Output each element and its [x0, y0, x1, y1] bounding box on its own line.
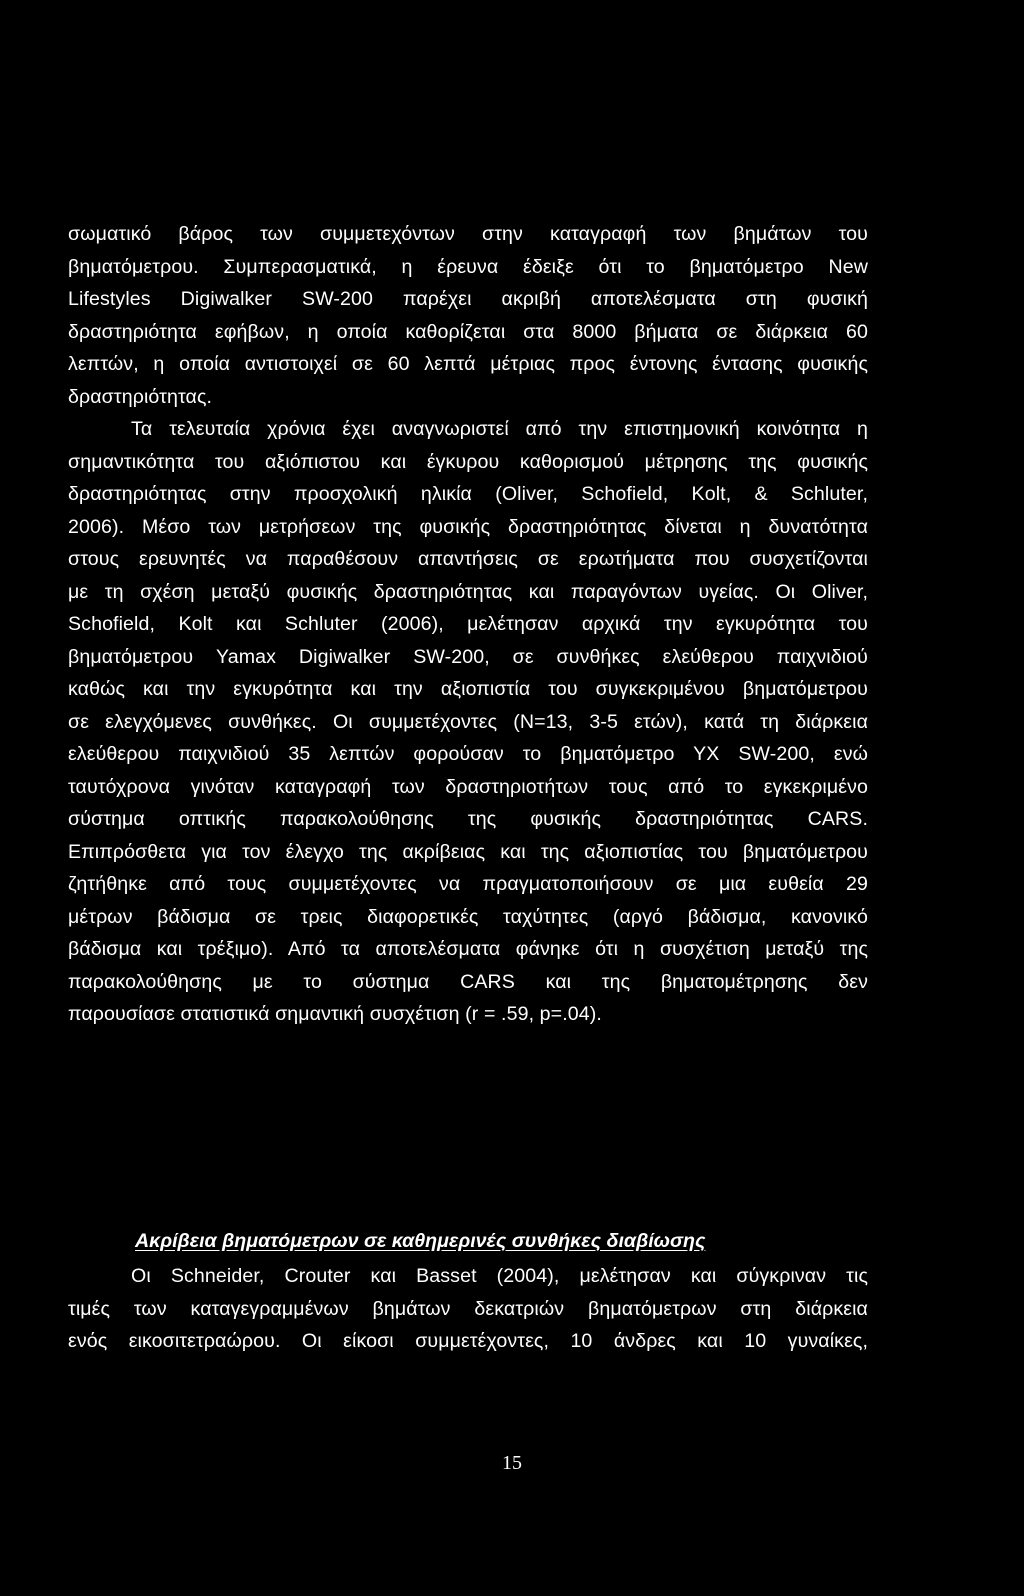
text-line: ταυτόχρονα γινόταν καταγραφή των δραστηριοτήτων τους από το εγκεκριμένο: [68, 775, 868, 798]
text-line: Lifestyles Digiwalker SW-200 παρέχει ακριβή αποτελέσματα στη φυσική: [68, 288, 868, 310]
text-line: δραστηριότητας.: [68, 385, 213, 408]
text-line: παρουσίασε στατιστικά σημαντική συσχέτιση (r = .59, p=.04).: [68, 1003, 602, 1025]
text-line: σύστημα οπτικής παρακολούθησης της φυσικής δραστηριότητας CARS.: [68, 808, 868, 830]
text-line: τιμές των καταγεγραμμένων βημάτων δεκατριών βηματόμετρων στη διάρκεια: [68, 1297, 868, 1320]
text-line: παρακολούθησης με το σύστημα CARS και της βηματομέτρησης δεν: [68, 970, 868, 993]
body-text-bottom: [68, 1260, 868, 1358]
text-line: δραστηριότητα εφήβων, η οποία καθορίζεται στα 8000 βήματα σε διάρκεια 60: [68, 320, 868, 343]
page-number: 15: [502, 1452, 522, 1474]
text-line: σε ελεγχόμενες συνθήκες. Οι συμμετέχοντες (Ν=13, 3-5 ετών), κατά τη διάρκεια: [68, 710, 868, 733]
text-line: 2006). Μέσο των μετρήσεων της φυσικής δραστηριότητας δίνεται η δυνατότητα: [68, 515, 868, 538]
text-line: δραστηριότητας στην προσχολική ηλικία (Oliver, Schofield, Kolt, & Schluter,: [68, 483, 868, 505]
text-line: βηματόμετρου Yamax Digiwalker SW-200, σε συνθήκες ελεύθερου παιχνιδιού: [68, 645, 868, 668]
text-line: σημαντικότητα του αξιόπιστου και έγκυρου καθορισμού μέτρησης της φυσικής: [68, 450, 868, 473]
text-line: ζητήθηκε από τους συμμετέχοντες να πραγματοποιήσουν σε μια ευθεία 29: [68, 873, 868, 895]
text-line: με τη σχέση μεταξύ φυσικής δραστηριότητας και παραγόντων υγείας. Οι Oliver,: [68, 580, 868, 603]
text-line: Schofield, Kolt και Schluter (2006), μελέτησαν αρχικά την εγκυρότητα του: [68, 613, 868, 635]
section-heading: Ακρίβεια βηματόμετρων σε καθημερινές συνθήκες διαβίωσης: [135, 1230, 706, 1252]
text-line: μέτρων βάδισμα σε τρεις διαφορετικές ταχύτητες (αργό βάδισμα, κανονικό: [68, 905, 868, 928]
text-line: Οι Schneider, Crouter και Basset (2004), μελέτησαν και σύγκριναν τις: [131, 1265, 868, 1287]
text-line: λεπτών, η οποία αντιστοιχεί σε 60 λεπτά μέτριας προς έντονης έντασης φυσικής: [68, 353, 868, 375]
text-line: βηματόμετρου. Συμπερασματικά, η έρευνα έδειξε ότι το βηματόμετρο New: [68, 255, 868, 278]
text-line: Τα τελευταία χρόνια έχει αναγνωριστεί από την επιστημονική κοινότητα η: [131, 418, 868, 440]
text-line: βάδισμα και τρέξιμο). Από τα αποτελέσματα φάνηκε ότι η συσχέτιση μεταξύ της: [68, 938, 868, 960]
text-line: ελεύθερου παιχνιδιού 35 λεπτών φορούσαν το βηματόμετρο ΥΧ SW-200, ενώ: [68, 743, 868, 765]
text-line: ενός εικοσιτετραώρου. Οι είκοσι συμμετέχοντες, 10 άνδρες και 10 γυναίκες,: [68, 1330, 868, 1352]
text-line: σωματικό βάρος των συμμετεχόντων στην καταγραφή των βημάτων του: [68, 223, 868, 245]
text-line: καθώς και την εγκυρότητα και την αξιοπιστία του συγκεκριμένου βηματόμετρου: [68, 678, 868, 700]
text-line: Επιπρόσθετα για τον έλεγχο της ακρίβειας και της αξιοπιστίας του βηματόμετρου: [68, 840, 868, 863]
body-text-top: [68, 218, 868, 1031]
text-line: στους ερευνητές να παραθέσουν απαντήσεις σε ερωτήματα που συσχετίζονται: [68, 548, 868, 570]
